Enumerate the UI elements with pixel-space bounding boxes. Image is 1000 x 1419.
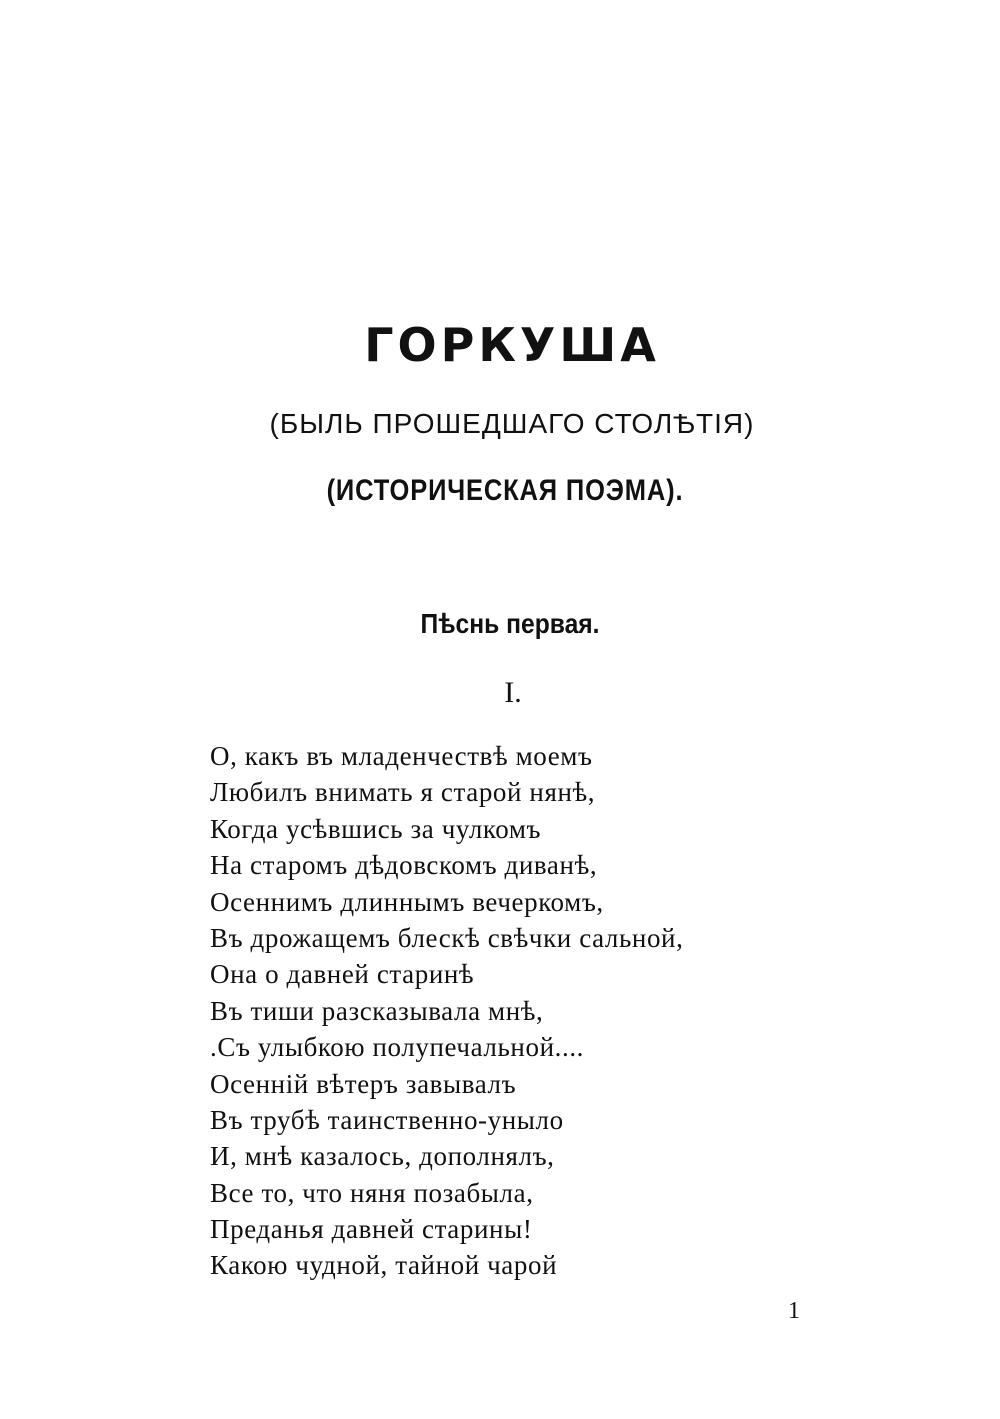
- poem-subtitle: (БЫЛЬ ПРОШЕДШАГО СТОЛѢТІЯ): [269, 408, 755, 439]
- verse-line: Любилъ внимать я старой нянѣ,: [210, 777, 596, 808]
- verse-line: .Съ улыбкою полупечальной....: [210, 1032, 585, 1063]
- verse-line: Въ тиши разсказывала мнѣ,: [210, 995, 544, 1026]
- page-number: 1: [788, 1298, 800, 1324]
- verse-line: Преданья давней старины!: [210, 1214, 533, 1245]
- verse-line: Какою чудной, тайной чарой: [210, 1250, 558, 1281]
- verse-line: Осеннимъ длиннымъ вечеркомъ,: [210, 886, 604, 917]
- stanza-number: I.: [504, 676, 522, 709]
- verse-line: И, мнѣ казалось, дополнялъ,: [210, 1141, 555, 1172]
- poem-title: ГОРКУША: [364, 318, 660, 372]
- verse-line: О, какъ въ младенчествѣ моемъ: [210, 741, 593, 771]
- verse-line: Все то, что няня позабыла,: [210, 1177, 534, 1208]
- verse-line: Въ трубѣ таинственно-уныло: [210, 1104, 564, 1135]
- poem-genre: (ИСТОРИЧЕСКАЯ ПОЭМА).: [326, 474, 684, 507]
- verse-line: Въ дрожащемъ блескѣ свѣчки сальной,: [210, 922, 684, 953]
- verse-line: Она о давней старинѣ: [210, 959, 475, 990]
- verse-line: На старомъ дѣдовскомъ диванѣ,: [210, 850, 598, 881]
- stanza-text: [210, 738, 830, 1284]
- canto-heading: Пѣснь первая.: [420, 608, 600, 639]
- verse-line: Осенній вѣтеръ завывалъ: [210, 1068, 517, 1099]
- verse-line: Когда усѣвшись за чулкомъ: [210, 813, 542, 844]
